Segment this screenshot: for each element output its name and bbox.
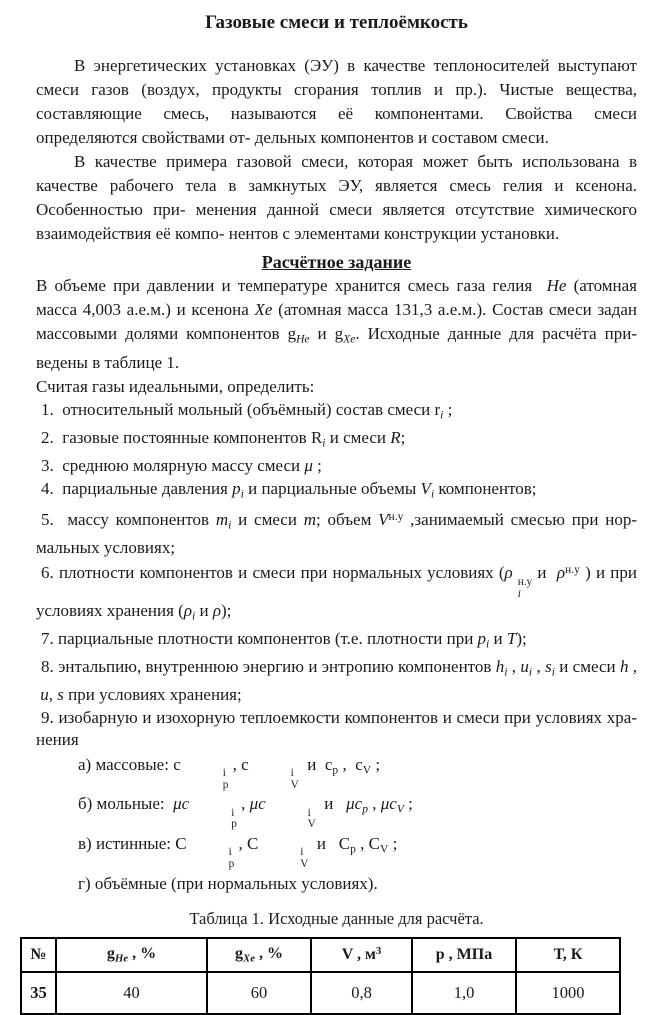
col-header-volume: V , $м^3$ <box>311 938 412 972</box>
task-list-item-9: 9. изобарную и изохорную теплоемкости компонентов и смеси при условиях хра- нения <box>36 707 637 750</box>
task-list <box>36 399 637 751</box>
section-heading: Расчётное задание <box>261 252 412 272</box>
cell-temperature-value: 1000 <box>516 972 620 1014</box>
col-header-pressure: p , МПа <box>412 938 516 972</box>
col-header-number: № <box>21 938 56 972</box>
task-list-item-2: 2. газовые постоянные компонентов $R_i$ и смеси R; <box>41 428 406 450</box>
col-header-temperature: Т, К <box>516 938 620 972</box>
cell-pressure-value: 1,0 <box>412 972 516 1014</box>
task-list-item-7: 7. парциальные плотности компонентов (т.е. плотности при $p_i$ и T); <box>41 629 527 651</box>
task-list-item-1: 1. относительный мольный (объёмный) состав смеси $r_i$ ; <box>41 400 453 422</box>
paragraph-intro-2: В качестве примера газовой смеси, которая может быть использована в качестве рабочего тела в замкнутых ЭУ, является смесь гелия и ксенона. Особенностью при- менения данной смеси является отсутствие химического взаимодействия её компо- нентов с элементами конструкции установки. <box>36 152 637 243</box>
input-data-table <box>20 937 621 1015</box>
sublist-item-b: б) мольные: μc i p , μc i V и $\mu c_p$ , $\mu c_V$ ; <box>78 794 413 831</box>
heat-capacity-sublist <box>36 752 637 896</box>
document-title: Газовые смеси и теплоёмкость <box>205 12 468 33</box>
sublist-item-g: г) объёмные (при нормальных условиях). <box>78 873 378 893</box>
table-caption: Таблица 1. Исходные данные для расчёта. <box>189 908 484 928</box>
sublist-item-a: а) массовые: c i p , c i V и $c_p$ , $c_V$ ; <box>78 754 381 791</box>
cell-variant-number: 35 <box>21 972 56 1014</box>
table-header-row <box>21 938 620 972</box>
cell-g-xe-value: 60 <box>207 972 311 1014</box>
col-header-g-he: $g_{He}$ , % <box>56 938 207 972</box>
cell-g-he-value: 40 <box>56 972 207 1014</box>
table-data-row <box>21 972 620 1014</box>
paragraph-task-description: В объеме при давлении и температуре хранится смесь газа гелия He (атомная масса 4,003 а.е.м.) и ксенона Xe (атомная масса 131,3 а.е.м.). Состав смеси задан массовыми долями компонентов $g_{He}$ и $g_{Xe}$. Исходные данные для расчёта при- ведены в таблице 1. <box>36 276 637 373</box>
col-header-g-xe: $g_{Xe}$ , % <box>207 938 311 972</box>
task-list-item-3: 3. среднюю молярную массу смеси μ ; <box>41 456 322 476</box>
task-list-item-4: 4. парциальные давления $p_i$ и парциальные объемы $V_i$ компонентов; <box>41 478 537 501</box>
cell-volume-value: 0,8 <box>311 972 412 1014</box>
task-list-item-6: 6. плотности компонентов и смеси при нормальных условиях (ρ н.у i и $\rho^{н.у}$ ) и при условиях хранения ($\rho_i$ и ρ); <box>36 563 637 623</box>
list-intro: Считая газы идеальными, определить: <box>36 377 315 397</box>
task-list-item-5: 5. массу компонентов $m_i$ и смеси m; объем $V^{н.у}$ ,занимаемый смесью при нор- мальных условиях; <box>36 509 637 557</box>
paragraph-intro-1: В энергетических установках (ЭУ) в качестве теплоносителей выступают смеси газов (воздух, продукты сгорания топлив и пр.). Чистые вещества, составляющие смесь, называются её компонентами. Свойства смеси определяются свойствами от- дельных компонентов и составом смеси. <box>36 56 637 147</box>
task-list-item-8: 8. энтальпию, внутреннюю энергию и энтропию компонентов $h_i$ , $u_i$ , $s_i$ и смеси h , u, s при условиях хранения; <box>36 657 638 705</box>
sublist-item-v: в) истинные: C i p , C i V и $C_p$ , $C_V$ ; <box>78 834 398 870</box>
